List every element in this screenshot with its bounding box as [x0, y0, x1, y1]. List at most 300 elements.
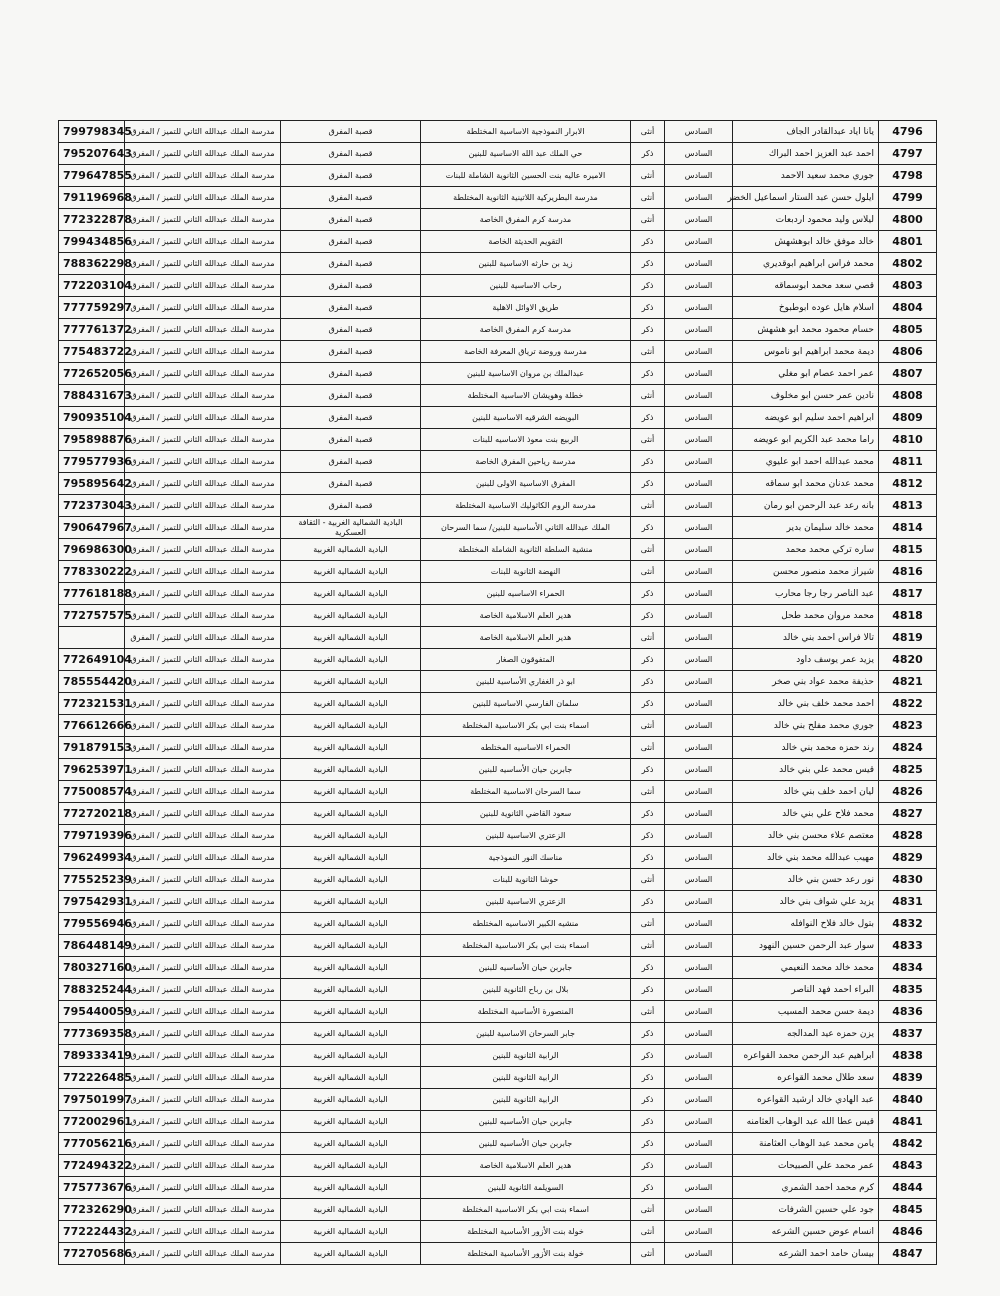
exam-center: مدرسة الملك عبدالله الثاني للتميز / المفرق — [125, 209, 281, 231]
grade: السادس — [665, 341, 733, 363]
directorate: البادية الشمالية الغربية — [281, 649, 421, 671]
table-row — [59, 407, 937, 429]
grade: السادس — [665, 869, 733, 891]
school-name: زيد بن حارثه الاساسية للبنين — [421, 253, 631, 275]
student-table — [58, 120, 937, 1265]
directorate: قصبة المفرق — [281, 187, 421, 209]
gender: ذكر — [631, 1023, 665, 1045]
exam-center: مدرسة الملك عبدالله الثاني للتميز / المفرق — [125, 737, 281, 759]
student-name: ديمة حسن محمد المسيب — [733, 1001, 879, 1023]
row-number: 4811 — [879, 451, 937, 473]
school-name: النهضة الثانوية للبنات — [421, 561, 631, 583]
student-name: بتول خالد فلاح النوافله — [733, 913, 879, 935]
grade: السادس — [665, 1023, 733, 1045]
student-name: خالد موفق خالد ابوهشهش — [733, 231, 879, 253]
school-name: مدرسة رياحين المفرق الخاصة — [421, 451, 631, 473]
grade: السادس — [665, 935, 733, 957]
row-number: 4844 — [879, 1177, 937, 1199]
exam-center: مدرسة الملك عبدالله الثاني للتميز / المفرق — [125, 561, 281, 583]
student-name: رند حمزه محمد بني خالد — [733, 737, 879, 759]
phone-number: 795898876 — [59, 429, 125, 451]
row-number: 4831 — [879, 891, 937, 913]
student-name: كرم محمد احمد الشمري — [733, 1177, 879, 1199]
row-number: 4834 — [879, 957, 937, 979]
gender: أنثى — [631, 165, 665, 187]
grade: السادس — [665, 363, 733, 385]
directorate: البادية الشمالية الغربية — [281, 913, 421, 935]
phone-number: 796253971 — [59, 759, 125, 781]
table-row — [59, 979, 937, 1001]
table-row — [59, 825, 937, 847]
gender: ذكر — [631, 407, 665, 429]
table-row — [59, 627, 937, 649]
exam-center: مدرسة الملك عبدالله الثاني للتميز / المفرق — [125, 385, 281, 407]
exam-center: مدرسة الملك عبدالله الثاني للتميز / المفرق — [125, 517, 281, 539]
school-name: خولة بنت الأزور الأساسية المختلطة — [421, 1221, 631, 1243]
directorate: قصبة المفرق — [281, 363, 421, 385]
exam-center: مدرسة الملك عبدالله الثاني للتميز / المفرق — [125, 649, 281, 671]
table-row — [59, 1023, 937, 1045]
phone-number: 777759297 — [59, 297, 125, 319]
school-name: مدرسة الروم الكاثوليك الاساسية المختلطة — [421, 495, 631, 517]
row-number: 4798 — [879, 165, 937, 187]
student-name: يزن حمزه عيد المدالجه — [733, 1023, 879, 1045]
grade: السادس — [665, 429, 733, 451]
directorate: قصبة المفرق — [281, 429, 421, 451]
directorate: البادية الشمالية الغربية — [281, 869, 421, 891]
school-name: بلال بن رباح الثانوية للبنين — [421, 979, 631, 1001]
school-name: خولة بنت الأزور الأساسية المختلطة — [421, 1243, 631, 1265]
phone-number: 791196968 — [59, 187, 125, 209]
grade: السادس — [665, 803, 733, 825]
grade: السادس — [665, 1067, 733, 1089]
phone-number: 777369358 — [59, 1023, 125, 1045]
gender: ذكر — [631, 693, 665, 715]
exam-center: مدرسة الملك عبدالله الثاني للتميز / المفرق — [125, 231, 281, 253]
school-name: الاميره عاليه بنت الحسين الثانوية الشاملة للبنات — [421, 165, 631, 187]
school-name: الحمراء الاساسيه المختلطه — [421, 737, 631, 759]
directorate: قصبة المفرق — [281, 275, 421, 297]
exam-center: مدرسة الملك عبدالله الثاني للتميز / المفرق — [125, 187, 281, 209]
table-row — [59, 275, 937, 297]
row-number: 4807 — [879, 363, 937, 385]
student-name: يزيد علي شواف بني خالد — [733, 891, 879, 913]
grade: السادس — [665, 385, 733, 407]
exam-center: مدرسة الملك عبدالله الثاني للتميز / المفرق — [125, 781, 281, 803]
row-number: 4830 — [879, 869, 937, 891]
school-name: اسماء بنت ابي بكر الاساسية المختلطة — [421, 1199, 631, 1221]
row-number: 4806 — [879, 341, 937, 363]
phone-number: 791879153 — [59, 737, 125, 759]
gender: ذكر — [631, 253, 665, 275]
table-row — [59, 231, 937, 253]
gender: أنثى — [631, 495, 665, 517]
row-number: 4803 — [879, 275, 937, 297]
directorate: قصبة المفرق — [281, 451, 421, 473]
table-row — [59, 1243, 937, 1265]
table-row — [59, 121, 937, 143]
grade: السادس — [665, 715, 733, 737]
directorate: قصبة المفرق — [281, 121, 421, 143]
school-name: مدرسة البطريركية اللاتينية الثانوية المختلطة — [421, 187, 631, 209]
phone-number: 796986300 — [59, 539, 125, 561]
exam-center: مدرسة الملك عبدالله الثاني للتميز / المفرق — [125, 1045, 281, 1067]
row-number: 4845 — [879, 1199, 937, 1221]
phone-number: 779577936 — [59, 451, 125, 473]
directorate: قصبة المفرق — [281, 407, 421, 429]
grade: السادس — [665, 1243, 733, 1265]
exam-center: مدرسة الملك عبدالله الثاني للتميز / المفرق — [125, 913, 281, 935]
gender: ذكر — [631, 143, 665, 165]
table-row — [59, 539, 937, 561]
gender: أنثى — [631, 385, 665, 407]
directorate: البادية الشمالية الغربية — [281, 539, 421, 561]
directorate: البادية الشمالية الغربية — [281, 957, 421, 979]
row-number: 4812 — [879, 473, 937, 495]
table-row — [59, 165, 937, 187]
directorate: البادية الشمالية الغربية — [281, 1155, 421, 1177]
student-name: تالا فراس احمد بني خالد — [733, 627, 879, 649]
phone-number: 796249934 — [59, 847, 125, 869]
grade: السادس — [665, 759, 733, 781]
directorate: البادية الشمالية الغربية — [281, 979, 421, 1001]
exam-center: مدرسة الملك عبدالله الثاني للتميز / المفرق — [125, 1023, 281, 1045]
phone-number: 772757575 — [59, 605, 125, 627]
school-name: حوشا الثانوية للبنات — [421, 869, 631, 891]
phone-number: 772203104 — [59, 275, 125, 297]
grade: السادس — [665, 275, 733, 297]
table-row — [59, 429, 937, 451]
table-row — [59, 341, 937, 363]
directorate: البادية الشمالية الغربية — [281, 693, 421, 715]
school-name: هدير العلم الاسلامية الخاصة — [421, 627, 631, 649]
student-name: ايلول حسن عبد الستار اسماعيل الخضر — [733, 187, 879, 209]
table-row — [59, 363, 937, 385]
phone-number: 797542931 — [59, 891, 125, 913]
table-row — [59, 253, 937, 275]
student-name: البراء احمد فهد الناصر — [733, 979, 879, 1001]
school-name: جابر السرحان الاساسية للبنين — [421, 1023, 631, 1045]
school-name: التقويم الحديثة الخاصة — [421, 231, 631, 253]
school-name: خطلة وهويشان الاساسية المختلطة — [421, 385, 631, 407]
exam-center: مدرسة الملك عبدالله الثاني للتميز / المفرق — [125, 693, 281, 715]
exam-center: مدرسة الملك عبدالله الثاني للتميز / المفرق — [125, 143, 281, 165]
gender: ذكر — [631, 473, 665, 495]
school-name: الحمراء الاساسيه للبنين — [421, 583, 631, 605]
grade: السادس — [665, 297, 733, 319]
table-row — [59, 561, 937, 583]
phone-number: 786448149 — [59, 935, 125, 957]
student-name: جوري محمد سعيد الاحمد — [733, 165, 879, 187]
row-number: 4808 — [879, 385, 937, 407]
grade: السادس — [665, 407, 733, 429]
gender: ذكر — [631, 649, 665, 671]
phone-number: 772326290 — [59, 1199, 125, 1221]
student-name: نادين عمر حسن ابو مخلوف — [733, 385, 879, 407]
student-name: جوري محمد مفلح بني خالد — [733, 715, 879, 737]
table-row — [59, 451, 937, 473]
table-row — [59, 847, 937, 869]
row-number: 4842 — [879, 1133, 937, 1155]
directorate: قصبة المفرق — [281, 165, 421, 187]
directorate: البادية الشمالية الغربية — [281, 825, 421, 847]
row-number: 4813 — [879, 495, 937, 517]
directorate: البادية الشمالية الغربية — [281, 605, 421, 627]
phone-number: 788325244 — [59, 979, 125, 1001]
table-body — [59, 121, 937, 1265]
school-name: حي الملك عبد الله الاساسية للبنين — [421, 143, 631, 165]
school-name: المتفوقون الصغار — [421, 649, 631, 671]
directorate: البادية الشمالية الغربية — [281, 935, 421, 957]
table-row — [59, 759, 937, 781]
exam-center: مدرسة الملك عبدالله الثاني للتميز / المفرق — [125, 1177, 281, 1199]
grade: السادس — [665, 121, 733, 143]
school-name: الزعتري الاساسية للبنين — [421, 891, 631, 913]
table-row — [59, 935, 937, 957]
student-name: انسام عوض حسين الشرعه — [733, 1221, 879, 1243]
phone-number: 795207643 — [59, 143, 125, 165]
student-name: ديمة محمد ابراهيم ابو ناموس — [733, 341, 879, 363]
grade: السادس — [665, 913, 733, 935]
phone-number: 779719396 — [59, 825, 125, 847]
directorate: البادية الشمالية الغربية — [281, 1199, 421, 1221]
student-name: يامن محمد عبد الوهاب العثامنة — [733, 1133, 879, 1155]
grade: السادس — [665, 539, 733, 561]
exam-center: مدرسة الملك عبدالله الثاني للتميز / المفرق — [125, 1243, 281, 1265]
school-name: الربيع بنت معوذ الاساسيه للبنات — [421, 429, 631, 451]
directorate: قصبة المفرق — [281, 319, 421, 341]
phone-number: 775525239 — [59, 869, 125, 891]
row-number: 4826 — [879, 781, 937, 803]
directorate: البادية الشمالية الغربية — [281, 1023, 421, 1045]
exam-center: مدرسة الملك عبدالله الثاني للتميز / المفرق — [125, 1089, 281, 1111]
gender: ذكر — [631, 319, 665, 341]
school-name: رحاب الاساسية للبنين — [421, 275, 631, 297]
student-name: يانا اياد عبدالقادر الجاف — [733, 121, 879, 143]
student-name: محمد خالد سليمان بدير — [733, 517, 879, 539]
row-number: 4838 — [879, 1045, 937, 1067]
grade: السادس — [665, 253, 733, 275]
table-row — [59, 319, 937, 341]
phone-number: 772321531 — [59, 693, 125, 715]
phone-number: 772224432 — [59, 1221, 125, 1243]
student-table-wrapper — [58, 120, 936, 1265]
gender: ذكر — [631, 583, 665, 605]
exam-center: مدرسة الملك عبدالله الثاني للتميز / المفرق — [125, 1133, 281, 1155]
table-row — [59, 495, 937, 517]
directorate: البادية الشمالية الغربية — [281, 1221, 421, 1243]
student-name: ليان احمد خلف بني خالد — [733, 781, 879, 803]
grade: السادس — [665, 1155, 733, 1177]
row-number: 4822 — [879, 693, 937, 715]
directorate: البادية الشمالية الغربية — [281, 1111, 421, 1133]
directorate: البادية الشمالية الغربية — [281, 803, 421, 825]
directorate: البادية الشمالية الغربية — [281, 1133, 421, 1155]
directorate: البادية الشمالية الغربية — [281, 1045, 421, 1067]
grade: السادس — [665, 737, 733, 759]
exam-center: مدرسة الملك عبدالله الثاني للتميز / المفرق — [125, 341, 281, 363]
phone-number — [59, 627, 125, 649]
directorate: البادية الشمالية الغربية — [281, 1243, 421, 1265]
table-row — [59, 1111, 937, 1133]
gender: ذكر — [631, 891, 665, 913]
phone-number: 772649104 — [59, 649, 125, 671]
grade: السادس — [665, 847, 733, 869]
student-name: عبد الناصر رجا رجا محارب — [733, 583, 879, 605]
gender: أنثى — [631, 1001, 665, 1023]
phone-number: 772002961 — [59, 1111, 125, 1133]
gender: ذكر — [631, 1089, 665, 1111]
gender: ذكر — [631, 803, 665, 825]
row-number: 4829 — [879, 847, 937, 869]
student-name: سوار عبد الرحمن حسين النهود — [733, 935, 879, 957]
row-number: 4809 — [879, 407, 937, 429]
table-row — [59, 1177, 937, 1199]
phone-number: 777761372 — [59, 319, 125, 341]
table-row — [59, 649, 937, 671]
row-number: 4828 — [879, 825, 937, 847]
table-row — [59, 803, 937, 825]
row-number: 4827 — [879, 803, 937, 825]
table-row — [59, 517, 937, 539]
grade: السادس — [665, 143, 733, 165]
exam-center: مدرسة الملك عبدالله الثاني للتميز / المفرق — [125, 935, 281, 957]
exam-center: مدرسة الملك عبدالله الثاني للتميز / المفرق — [125, 1199, 281, 1221]
student-name: راما محمد عبد الكريم ابو عويضه — [733, 429, 879, 451]
gender: ذكر — [631, 759, 665, 781]
exam-center: مدرسة الملك عبدالله الثاني للتميز / المفرق — [125, 253, 281, 275]
school-name: هدير العلم الاسلامية الخاصة — [421, 1155, 631, 1177]
exam-center: مدرسة الملك عبدالله الثاني للتميز / المفرق — [125, 1221, 281, 1243]
row-number: 4819 — [879, 627, 937, 649]
exam-center: مدرسة الملك عبدالله الثاني للتميز / المفرق — [125, 407, 281, 429]
school-name: سما السرحان الاساسية المختلطة — [421, 781, 631, 803]
phone-number: 775483722 — [59, 341, 125, 363]
student-name: محمد عبدالله احمد ابو عليوي — [733, 451, 879, 473]
row-number: 4837 — [879, 1023, 937, 1045]
phone-number: 799798345 — [59, 121, 125, 143]
exam-center: مدرسة الملك عبدالله الثاني للتميز / المفرق — [125, 957, 281, 979]
row-number: 4846 — [879, 1221, 937, 1243]
gender: ذكر — [631, 517, 665, 539]
table-row — [59, 297, 937, 319]
table-row — [59, 143, 937, 165]
student-name: اسلام هايل عوده ابوطبوخ — [733, 297, 879, 319]
gender: أنثى — [631, 187, 665, 209]
school-name: سعود القاضي الثانوية للبنين — [421, 803, 631, 825]
school-name: الزعتري الاساسية للبنين — [421, 825, 631, 847]
school-name: جابربن حيان الأساسيه للبنين — [421, 759, 631, 781]
school-name: المفرق الاساسية الاولى للبنين — [421, 473, 631, 495]
gender: ذكر — [631, 363, 665, 385]
row-number: 4801 — [879, 231, 937, 253]
phone-number: 775773676 — [59, 1177, 125, 1199]
directorate: قصبة المفرق — [281, 297, 421, 319]
grade: السادس — [665, 957, 733, 979]
student-name: جود علي حسين الشرفات — [733, 1199, 879, 1221]
school-name: الرابية الثانوية للبنين — [421, 1067, 631, 1089]
school-name: جابربن حيان الأساسيه للبنين — [421, 1133, 631, 1155]
row-number: 4833 — [879, 935, 937, 957]
phone-number: 777056216 — [59, 1133, 125, 1155]
exam-center: مدرسة الملك عبدالله الثاني للتميز / المفرق — [125, 891, 281, 913]
row-number: 4824 — [879, 737, 937, 759]
table-row — [59, 957, 937, 979]
exam-center: مدرسة الملك عبدالله الثاني للتميز / المفرق — [125, 319, 281, 341]
phone-number: 772226485 — [59, 1067, 125, 1089]
student-name: احمد محمد خلف بني خالد — [733, 693, 879, 715]
student-name: قصي سعد محمد ابوسماقه — [733, 275, 879, 297]
gender: ذكر — [631, 1177, 665, 1199]
row-number: 4810 — [879, 429, 937, 451]
school-name: ابو ذر الغفاري الأساسية للبنين — [421, 671, 631, 693]
grade: السادس — [665, 979, 733, 1001]
school-name: السويلمة الثانوية للبنين — [421, 1177, 631, 1199]
exam-center: مدرسة الملك عبدالله الثاني للتميز / المفرق — [125, 671, 281, 693]
directorate: البادية الشمالية الغربية — [281, 781, 421, 803]
gender: ذكر — [631, 1067, 665, 1089]
student-name: محمد خالد محمد النعيمي — [733, 957, 879, 979]
exam-center: مدرسة الملك عبدالله الثاني للتميز / المفرق — [125, 451, 281, 473]
student-name: عبد الهادي خالد ارشيد القواعره — [733, 1089, 879, 1111]
row-number: 4818 — [879, 605, 937, 627]
grade: السادس — [665, 1089, 733, 1111]
gender: أنثى — [631, 209, 665, 231]
exam-center: مدرسة الملك عبدالله الثاني للتميز / المفرق — [125, 759, 281, 781]
directorate: البادية الشمالية الغربية — [281, 561, 421, 583]
student-name: قيس عطا الله عبد الوهاب العثامنه — [733, 1111, 879, 1133]
grade: السادس — [665, 1221, 733, 1243]
gender: أنثى — [631, 737, 665, 759]
grade: السادس — [665, 209, 733, 231]
table-row — [59, 781, 937, 803]
grade: السادس — [665, 517, 733, 539]
row-number: 4843 — [879, 1155, 937, 1177]
table-row — [59, 1155, 937, 1177]
student-name: قيس محمد علي بني خالد — [733, 759, 879, 781]
student-name: سعد طلال محمد القواعره — [733, 1067, 879, 1089]
grade: السادس — [665, 1001, 733, 1023]
school-name: اسماء بنت ابي بكر الاساسية المختلطة — [421, 715, 631, 737]
phone-number: 776612666 — [59, 715, 125, 737]
row-number: 4836 — [879, 1001, 937, 1023]
gender: ذكر — [631, 825, 665, 847]
table-row — [59, 671, 937, 693]
phone-number: 779556946 — [59, 913, 125, 935]
directorate: البادية الشمالية الغربية - الثقافة العسكرية — [281, 517, 421, 539]
directorate: البادية الشمالية الغربية — [281, 627, 421, 649]
exam-center: مدرسة الملك عبدالله الثاني للتميز / المفرق — [125, 539, 281, 561]
directorate: البادية الشمالية الغربية — [281, 1067, 421, 1089]
grade: السادس — [665, 451, 733, 473]
phone-number: 772373043 — [59, 495, 125, 517]
student-name: بانه رعد عبد الرحمن ابو رمان — [733, 495, 879, 517]
phone-number: 799434856 — [59, 231, 125, 253]
grade: السادس — [665, 825, 733, 847]
phone-number: 785554420 — [59, 671, 125, 693]
grade: السادس — [665, 473, 733, 495]
table-row — [59, 1045, 937, 1067]
row-number: 4840 — [879, 1089, 937, 1111]
school-name: سلمان الفارسي الاساسية للبنين — [421, 693, 631, 715]
table-row — [59, 1067, 937, 1089]
gender: أنثى — [631, 1243, 665, 1265]
gender: ذكر — [631, 605, 665, 627]
gender: أنثى — [631, 781, 665, 803]
row-number: 4816 — [879, 561, 937, 583]
grade: السادس — [665, 1111, 733, 1133]
gender: ذكر — [631, 1045, 665, 1067]
